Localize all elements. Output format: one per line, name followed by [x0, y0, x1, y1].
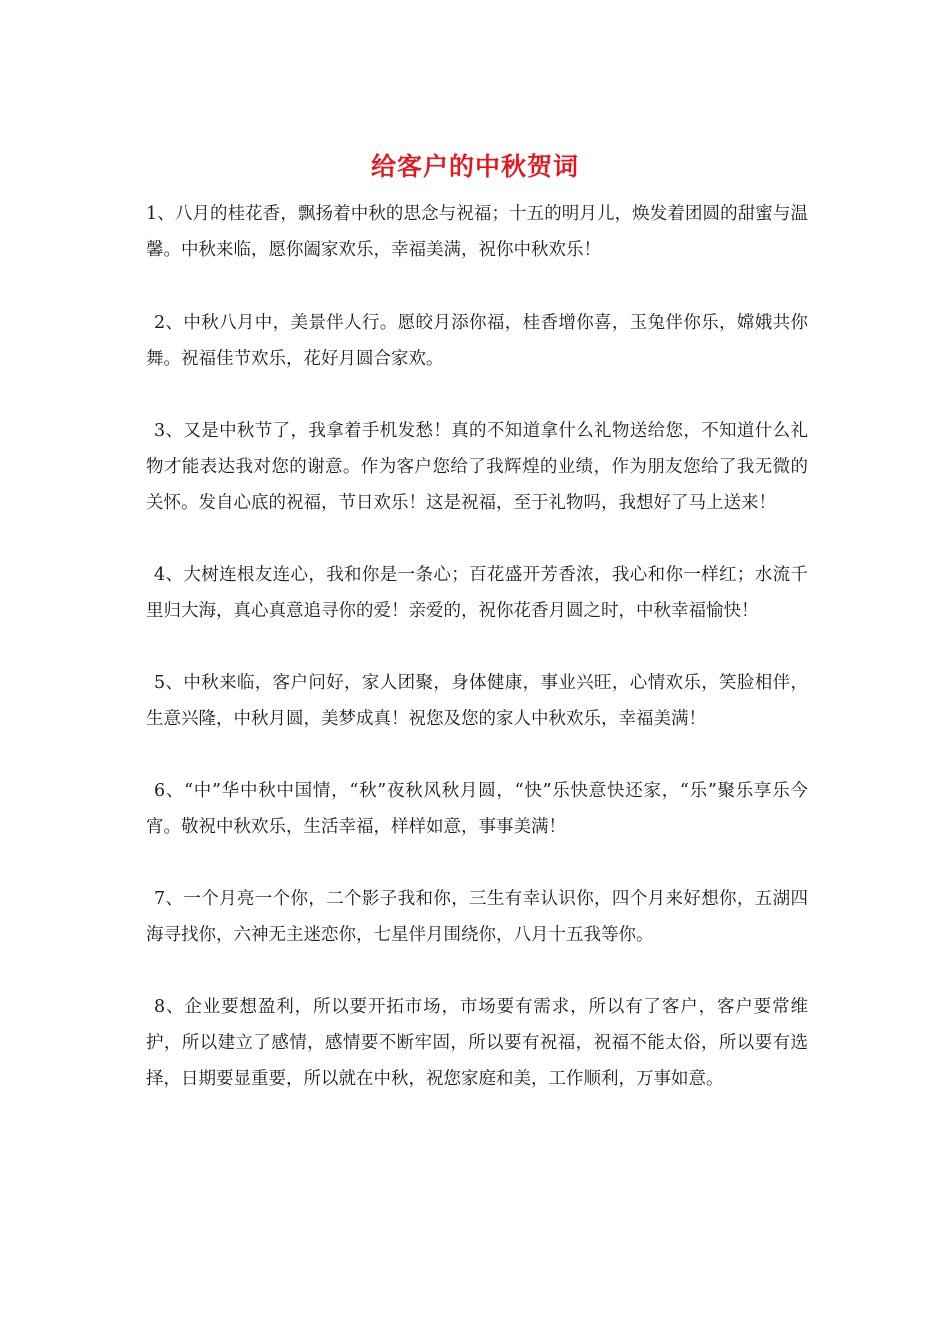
greeting-paragraph-6: [146, 773, 808, 845]
greeting-paragraph-2: [146, 305, 808, 377]
greeting-list: [146, 196, 808, 1133]
paragraph-text: 8、企业要想盈利，所以要开拓市场，市场要有需求，所以有了客户，客户要常维护，所以建立了感情，感情要不断牢固，所以要有祝福，祝福不能太俗，所以要有选择，日期要显重要，所以就在中秋，祝您家庭和美，工作顺利，万事如意。: [146, 997, 808, 1089]
greeting-paragraph-4: [146, 557, 808, 629]
paragraph-text: 6、“中”华中秋中国情，“秋”夜秋风秋月圆，“快”乐快意快还家，“乐”聚乐享乐今宵。敬祝中秋欢乐，生活幸福，样样如意，事事美满！: [146, 781, 808, 837]
document-title: 给客户的中秋贺词: [370, 152, 579, 181]
paragraph-text: 3、又是中秋节了，我拿着手机发愁！真的不知道拿什么礼物送给您，不知道什么礼物才能表达我对您的谢意。作为客户您给了我辉煌的业绩，作为朋友您给了我无微的关怀。发自心底的祝福，节日欢乐！这是祝福，至于礼物吗，我想好了马上送来！: [146, 421, 808, 513]
greeting-paragraph-8: [146, 989, 808, 1097]
paragraph-text: 5、中秋来临，客户问好，家人团聚，身体健康，事业兴旺，心情欢乐，笑脸相伴，生意兴隆，中秋月圆，美梦成真！祝您及您的家人中秋欢乐，幸福美满！: [146, 673, 808, 729]
paragraph-text: 2、中秋八月中，美景伴人行。愿皎月添你福，桂香增你喜，玉兔伴你乐，嫦娥共你舞。祝福佳节欢乐，花好月圆合家欢。: [146, 313, 808, 369]
paragraph-text: 7、一个月亮一个你，二个影子我和你，三生有幸认识你，四个月来好想你，五湖四海寻找你，六神无主迷恋你，七星伴月围绕你，八月十五我等你。: [146, 889, 808, 945]
greeting-paragraph-3: [146, 413, 808, 521]
paragraph-text: 1、八月的桂花香，飘扬着中秋的思念与祝福；十五的明月儿，焕发着团圆的甜蜜与温馨。中秋来临，愿你阖家欢乐，幸福美满，祝你中秋欢乐！: [146, 204, 808, 260]
greeting-paragraph-1: [146, 196, 808, 268]
greeting-paragraph-7: [146, 881, 808, 953]
greeting-paragraph-5: [146, 665, 808, 737]
paragraph-text: 4、大树连根友连心，我和你是一条心；百花盛开芳香浓，我心和你一样红；水流千里归大海，真心真意追寻你的爱！亲爱的，祝你花香月圆之时，中秋幸福愉快！: [146, 565, 808, 621]
